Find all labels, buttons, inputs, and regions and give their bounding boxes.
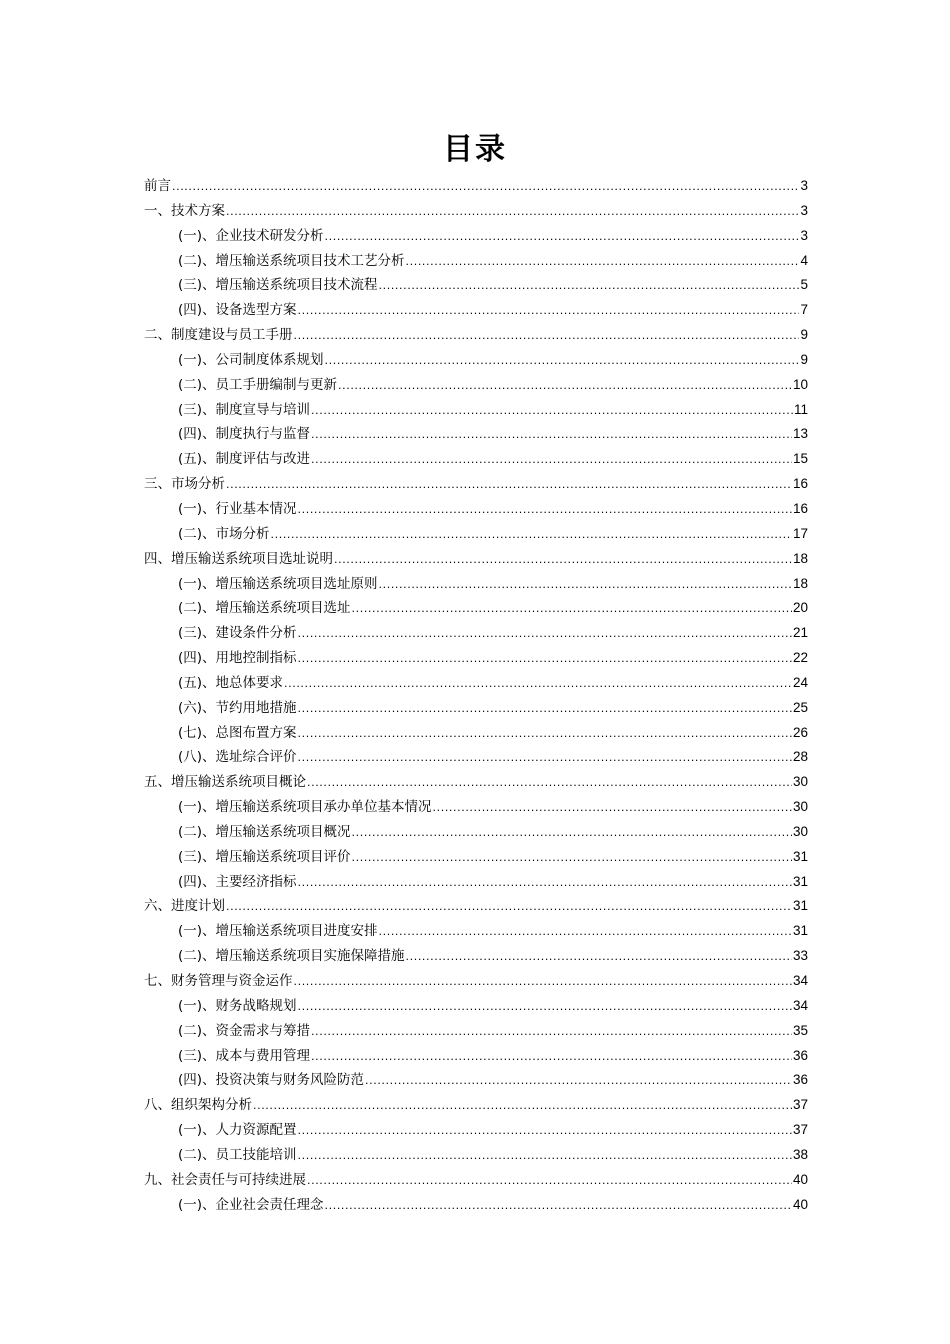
toc-section-entry[interactable] (144, 696, 808, 721)
toc-page-number: 35 (792, 1022, 808, 1038)
toc-section-entry[interactable] (144, 1068, 808, 1093)
toc-section-entry[interactable] (144, 820, 808, 845)
toc-page-number: 36 (792, 1072, 808, 1088)
toc-dot-leader (226, 895, 792, 920)
toc-section-entry[interactable] (144, 224, 808, 249)
toc-page-number: 18 (792, 550, 808, 566)
toc-dot-leader (307, 771, 792, 796)
toc-dot-leader (325, 1194, 792, 1219)
toc-entry-label: 一、技术方案 (144, 202, 225, 219)
toc-page-number: 31 (792, 923, 808, 939)
toc-dot-leader (352, 597, 792, 622)
toc-section-entry[interactable] (144, 1193, 808, 1218)
toc-page-number: 26 (792, 724, 808, 740)
toc-section-entry[interactable] (144, 671, 808, 696)
toc-section-entry[interactable] (144, 398, 808, 423)
toc-section-entry[interactable] (144, 870, 808, 895)
toc-page-number: 33 (792, 948, 808, 964)
toc-entry-label: (二)、增压输送系统项目选址 (178, 600, 351, 617)
toc-page-number: 3 (800, 227, 808, 243)
toc-page-number: 31 (792, 873, 808, 889)
toc-section-entry[interactable] (144, 298, 808, 323)
toc-dot-leader (226, 200, 799, 225)
toc-section-entry[interactable] (144, 1044, 808, 1069)
toc-entry-label: (一)、增压输送系统项目选址原则 (178, 575, 378, 592)
toc-page-number: 24 (792, 674, 808, 690)
toc-section-entry[interactable] (144, 273, 808, 298)
toc-dot-leader (334, 548, 792, 573)
toc-entry-label: (三)、增压输送系统项目技术流程 (178, 277, 378, 294)
toc-chapter-entry[interactable] (144, 1168, 808, 1193)
toc-entry-label: (六)、节约用地措施 (178, 699, 297, 716)
toc-dot-leader (325, 349, 800, 374)
toc-dot-leader (298, 1144, 792, 1169)
toc-section-entry[interactable] (144, 1019, 808, 1044)
toc-dot-leader (311, 448, 792, 473)
toc-page-number: 17 (792, 525, 808, 541)
toc-entry-label: 九、社会责任与可持续进展 (144, 1171, 306, 1188)
toc-chapter-entry[interactable] (144, 969, 808, 994)
toc-page-number: 25 (792, 699, 808, 715)
toc-page-number: 34 (792, 997, 808, 1013)
toc-dot-leader (311, 1020, 792, 1045)
toc-entry-label: (一)、行业基本情况 (178, 500, 297, 517)
toc-entry-label: (四)、主要经济指标 (178, 873, 297, 890)
toc-entry-label: (二)、员工手册编制与更新 (178, 376, 338, 393)
toc-page-number: 40 (792, 1196, 808, 1212)
toc-entry-label: (五)、制度评估与改进 (178, 451, 311, 468)
toc-page-number: 30 (792, 799, 808, 815)
toc-dot-leader (307, 1169, 792, 1194)
toc-dot-leader (433, 796, 792, 821)
toc-dot-leader (365, 1069, 792, 1094)
toc-dot-leader (294, 970, 792, 995)
toc-entry-label: (八)、选址综合评价 (178, 749, 297, 766)
toc-dot-leader (379, 920, 792, 945)
toc-page-number: 34 (792, 973, 808, 988)
toc-dot-leader (294, 324, 800, 349)
toc-dot-leader (298, 697, 792, 722)
toc-page-number: 20 (792, 600, 808, 616)
toc-entry-label: 七、财务管理与资金运作 (144, 973, 293, 989)
toc-chapter-entry[interactable] (144, 472, 808, 497)
toc-chapter-entry[interactable] (144, 547, 808, 572)
toc-chapter-entry[interactable] (144, 894, 808, 919)
toc-entry-label: (四)、制度执行与监督 (178, 426, 311, 443)
toc-dot-leader (325, 225, 800, 250)
toc-chapter-entry[interactable] (144, 1093, 808, 1118)
toc-page-number: 22 (792, 650, 808, 666)
toc-section-entry[interactable] (144, 447, 808, 472)
toc-page-number: 16 (792, 476, 808, 492)
toc-page-number: 30 (792, 823, 808, 839)
toc-dot-leader (298, 647, 792, 672)
toc-entry-label: (二)、增压输送系统项目技术工艺分析 (178, 252, 405, 269)
toc-page-number: 15 (792, 451, 808, 467)
toc-chapter-entry[interactable] (144, 770, 808, 795)
toc-entry-label: 前言 (144, 178, 171, 194)
toc-section-entry[interactable] (144, 994, 808, 1019)
toc-entry-label: (二)、市场分析 (178, 525, 270, 542)
toc-dot-leader (406, 945, 792, 970)
toc-entry-label: (三)、建设条件分析 (178, 625, 297, 642)
toc-page-number: 11 (793, 401, 808, 417)
toc-dot-leader (298, 299, 800, 324)
toc-entry-label: (二)、增压输送系统项目实施保障措施 (178, 948, 405, 965)
toc-page-number: 3 (800, 178, 808, 193)
toc-section-entry[interactable] (144, 596, 808, 621)
toc-entry-label: (二)、员工技能培训 (178, 1146, 297, 1163)
toc-dot-leader (406, 250, 800, 275)
toc-page-number: 7 (800, 302, 808, 318)
toc-page-number: 4 (800, 252, 808, 268)
toc-section-entry[interactable] (144, 646, 808, 671)
toc-page-number: 37 (792, 1097, 808, 1113)
toc-page-number: 13 (792, 426, 808, 442)
toc-page-number: 9 (800, 351, 808, 367)
toc-dot-leader (298, 871, 792, 896)
toc-entry-label: (二)、资金需求与筹措 (178, 1022, 311, 1039)
toc-dot-leader (379, 274, 800, 299)
toc-entry-label: 五、增压输送系统项目概论 (144, 774, 306, 791)
toc-page-number: 16 (792, 500, 808, 516)
toc-entry-label: (一)、增压输送系统项目承办单位基本情况 (178, 799, 432, 816)
toc-section-entry[interactable] (144, 373, 808, 398)
toc-page-number: 28 (792, 749, 808, 765)
toc-dot-leader (338, 374, 792, 399)
toc-entry-label: (七)、总图布置方案 (178, 724, 297, 741)
toc-page-number: 18 (792, 575, 808, 591)
toc-entry-label: (一)、财务战略规划 (178, 997, 297, 1014)
toc-section-entry[interactable] (144, 572, 808, 597)
toc-section-entry[interactable] (144, 845, 808, 870)
toc-section-entry[interactable] (144, 497, 808, 522)
toc-dot-leader (352, 821, 792, 846)
toc-entry-label: (一)、增压输送系统项目进度安排 (178, 923, 378, 940)
toc-dot-leader (298, 1119, 792, 1144)
toc-entry-label: 六、进度计划 (144, 898, 225, 915)
toc-entry-label: 四、增压输送系统项目选址说明 (144, 550, 333, 567)
toc-dot-leader (298, 746, 792, 771)
toc-page-number: 9 (800, 327, 808, 343)
toc-entry-label: (四)、用地控制指标 (178, 650, 297, 667)
toc-section-entry[interactable] (144, 348, 808, 373)
toc-section-entry[interactable] (144, 522, 808, 547)
toc-page-number: 3 (800, 202, 808, 218)
toc-entry-label: (五)、地总体要求 (178, 674, 284, 691)
toc-page-number: 21 (792, 625, 808, 641)
toc-section-entry[interactable] (144, 745, 808, 770)
toc-dot-leader (298, 622, 792, 647)
toc-entry-label: (三)、增压输送系统项目评价 (178, 848, 351, 865)
toc-dot-leader (172, 175, 799, 200)
toc-section-entry[interactable] (144, 1118, 808, 1143)
toc-page-number: 37 (792, 1122, 808, 1138)
toc-dot-leader (311, 1045, 792, 1070)
toc-entry-label: 三、市场分析 (144, 476, 225, 493)
toc-title: 目录 (443, 132, 507, 167)
toc-section-entry[interactable] (144, 1143, 808, 1168)
toc-dot-leader (271, 523, 792, 548)
toc-entry-label: (一)、企业技术研发分析 (178, 227, 324, 244)
toc-page-number: 40 (792, 1171, 808, 1187)
toc-dot-leader (311, 423, 792, 448)
toc-page-number: 36 (792, 1047, 808, 1063)
toc-dot-leader (298, 498, 792, 523)
toc-page-number: 5 (800, 277, 808, 293)
toc-dot-leader (352, 846, 792, 871)
toc-entry-label: (四)、投资决策与财务风险防范 (178, 1072, 365, 1089)
toc-chapter-entry[interactable] (144, 199, 808, 224)
toc-entry-label: 八、组织架构分析 (144, 1097, 252, 1114)
toc-dot-leader (379, 573, 792, 598)
toc-dot-leader (253, 1094, 792, 1119)
toc-section-entry[interactable] (144, 795, 808, 820)
toc-entry-label: (一)、人力资源配置 (178, 1122, 297, 1139)
toc-section-entry[interactable] (144, 944, 808, 969)
toc-entry-label: (三)、成本与费用管理 (178, 1047, 311, 1064)
table-of-contents (144, 174, 808, 1217)
toc-dot-leader (284, 672, 792, 697)
toc-page-number: 31 (792, 898, 808, 914)
toc-entry-label: (四)、设备选型方案 (178, 302, 297, 319)
toc-section-entry[interactable] (144, 249, 808, 274)
toc-entry-label: (二)、增压输送系统项目概况 (178, 823, 351, 840)
toc-dot-leader (298, 722, 792, 747)
toc-page-number: 31 (792, 848, 808, 864)
toc-chapter-entry[interactable] (144, 174, 808, 199)
toc-section-entry[interactable] (144, 422, 808, 447)
toc-dot-leader (311, 399, 793, 424)
toc-dot-leader (226, 473, 792, 498)
toc-entry-label: (一)、企业社会责任理念 (178, 1196, 324, 1213)
toc-entry-label: (三)、制度宣导与培训 (178, 401, 311, 418)
toc-dot-leader (298, 995, 792, 1020)
toc-entry-label: (一)、公司制度体系规划 (178, 351, 324, 368)
toc-entry-label: 二、制度建设与员工手册 (144, 327, 293, 344)
toc-section-entry[interactable] (144, 919, 808, 944)
toc-section-entry[interactable] (144, 721, 808, 746)
toc-section-entry[interactable] (144, 621, 808, 646)
toc-page-number: 38 (792, 1146, 808, 1162)
toc-chapter-entry[interactable] (144, 323, 808, 348)
toc-page-number: 10 (792, 376, 808, 392)
toc-page-number: 30 (792, 774, 808, 790)
